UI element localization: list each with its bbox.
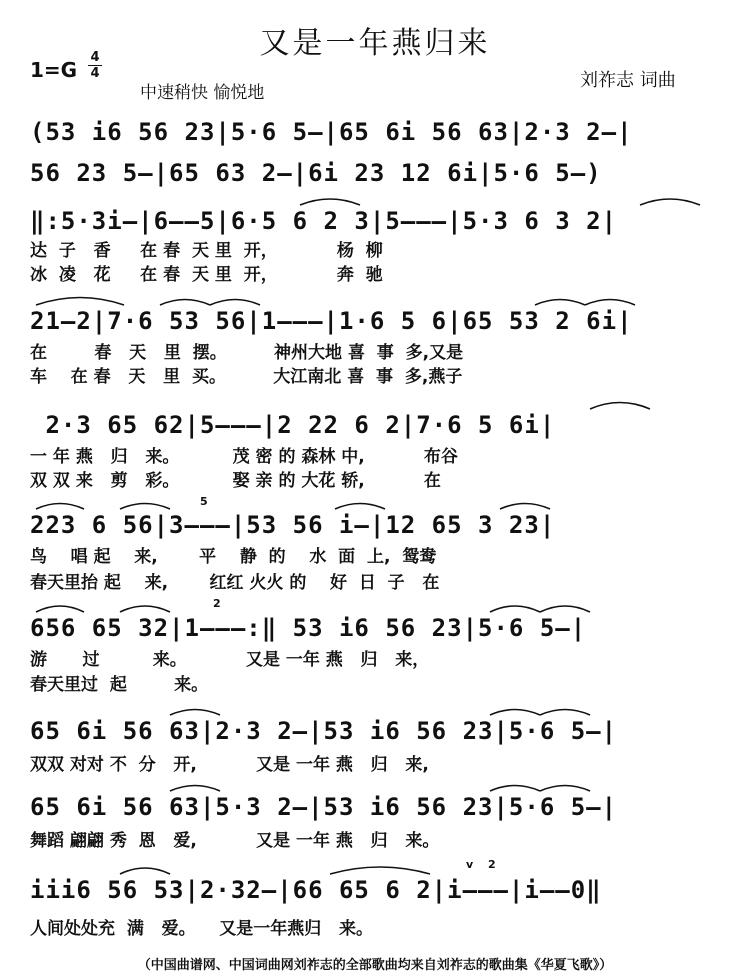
notation-row-3: ‖:5·3i—|6——5|6·5 6 2 3|5———|5·3 6 3 2| <box>30 207 618 235</box>
slur-mark <box>540 606 590 612</box>
slur-mark <box>500 504 550 510</box>
slur-mark <box>640 199 700 205</box>
notation-row-2: 56 23 5—|65 63 2—|6i 23 12 6i|5·6 5—) <box>30 159 602 187</box>
lyric-row-6-verse-2: 春天里抬 起 来, 红红 火火 的 好 日 子 在 <box>30 573 440 593</box>
slur-mark <box>335 504 385 510</box>
lyric-row-5-verse-2: 双 双 来 剪 彩。 娶 亲 的 大花 轿, 在 <box>30 471 441 491</box>
lyric-row-3-verse-2: 冰 凌 花 在 春 天 里 开， 奔 驰 <box>30 265 383 285</box>
slur-mark <box>170 786 220 792</box>
lyric-row-8: 双双 对对 不 分 开, 又是 一年 燕 归 来, <box>30 755 429 775</box>
slur-mark <box>160 300 210 306</box>
slur-mark <box>120 504 170 510</box>
tempo-marking: 中速稍快 愉悦地 <box>140 83 265 103</box>
author-credit: 刘祚志 词曲 <box>580 70 676 91</box>
notation-row-8: 65 6i 56 63|2·3 2—|53 i6 56 23|5·6 5—| <box>30 717 618 745</box>
notation-row-6: 223 6 56|3———|53 56 i—|12 65 3 23| <box>30 511 556 539</box>
lyric-row-4-verse-1: 在 春 天 里 摆。 神州大地 喜 事 多,又是 <box>30 343 464 363</box>
meter-bottom: 4 <box>88 65 102 81</box>
source-footnote: （中国曲谱网、中国词曲网刘祚志的全部歌曲均来自刘祚志的歌曲集《华夏飞歌》） <box>137 958 613 973</box>
slur-mark <box>330 867 430 874</box>
slur-mark <box>590 403 650 410</box>
slur-mark <box>120 868 170 874</box>
slur-mark <box>300 199 360 205</box>
lyric-row-3-verse-1: 达 子 香 在 春 天 里 开， 杨 柳 <box>30 241 383 261</box>
lyric-row-6-verse-1: 鸟 唱 起 来, 平 静 的 水 面 上, 鸳鸯 <box>30 547 437 567</box>
slur-mark <box>120 606 170 612</box>
notation-row-5: 2·3 65 62|5———|2 22 6 2|7·6 5 6i| <box>30 411 556 439</box>
lyric-row-4-verse-2: 车 在 春 天 里 买。 大江南北 喜 事 多,燕子 <box>30 367 463 387</box>
lyric-row-7-verse-2: 春天里过 起 来。 <box>30 675 209 695</box>
lyric-row-9: 舞蹈 翩翩 秀 恩 爱, 又是 一年 燕 归 来。 <box>30 831 440 851</box>
grace-mark: 2 <box>213 597 221 610</box>
grace-mark: 2 <box>488 858 496 871</box>
slur-mark <box>490 710 540 716</box>
slur-mark <box>170 710 220 716</box>
lyric-row-10: 人间处处充 满 爱。 又是一年燕归 来。 <box>30 919 374 939</box>
slur-mark <box>540 786 590 792</box>
song-title: 又是一年燕归来 <box>259 26 491 61</box>
slur-mark <box>210 300 260 306</box>
slur-mark <box>490 606 540 612</box>
slur-mark <box>36 504 84 510</box>
slur-mark <box>535 300 585 306</box>
lyric-row-5-verse-1: 一 年 燕 归 来。 茂 密 的 森林 中, 布谷 <box>30 447 458 467</box>
key-signature: 1=G <box>30 58 78 82</box>
slur-mark <box>585 300 635 306</box>
lyric-row-7-verse-1: 游 过 来。 又是 一年 燕 归 来， <box>30 650 430 670</box>
notation-row-10: iii6 56 53|2·32—|66 65 6 2|i———|i——0‖ <box>30 876 602 904</box>
meter-top: 4 <box>90 50 100 65</box>
slur-mark <box>36 606 84 612</box>
slur-mark <box>540 710 590 716</box>
notation-row-1: (53 i6 56 23|5·6 5—|65 6i 56 63|2·3 2—| <box>30 118 633 146</box>
slur-mark <box>36 298 124 306</box>
notation-row-9: 65 6i 56 63|5·3 2—|53 i6 56 23|5·6 5—| <box>30 793 618 821</box>
grace-mark: v <box>466 858 474 871</box>
notation-row-4: 21—2|7·6 53 56|1———|1·6 5 6|65 53 2 6i| <box>30 307 633 335</box>
notation-row-7: 656 65 32|1———:‖ 53 i6 56 23|5·6 5—| <box>30 614 587 642</box>
grace-mark: 5 <box>200 495 208 508</box>
slur-mark <box>490 786 540 792</box>
